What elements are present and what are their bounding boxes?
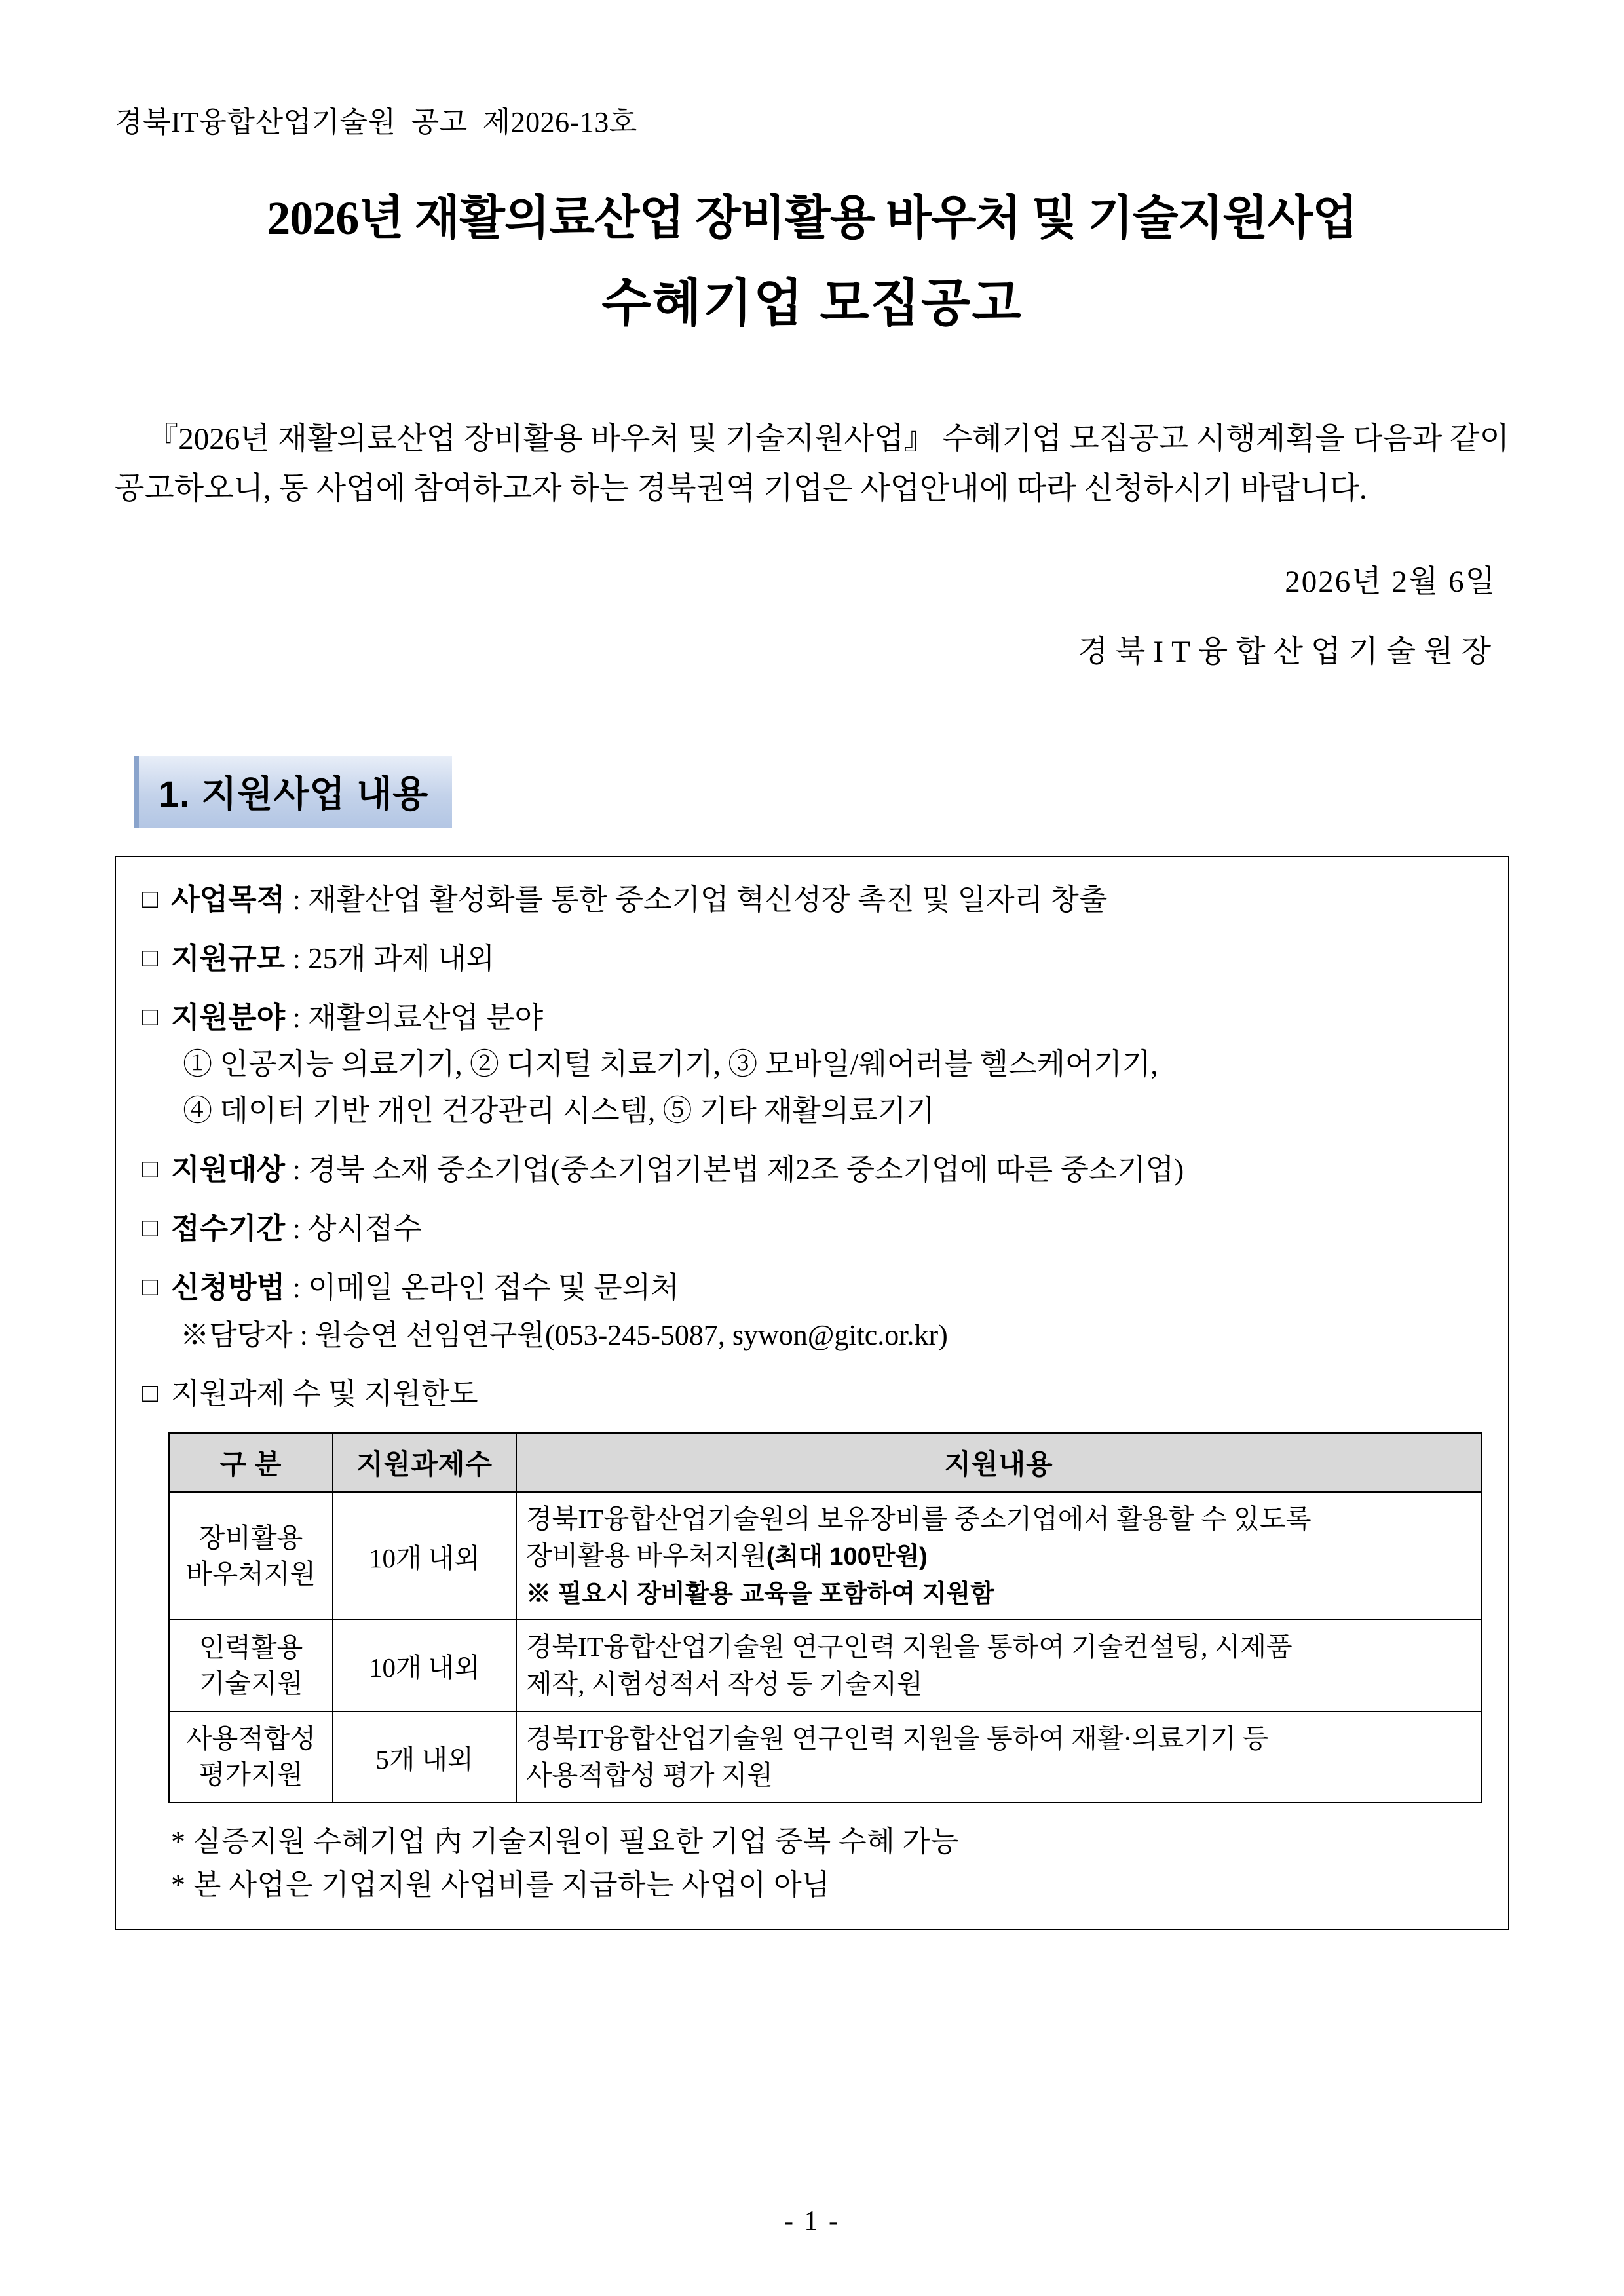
- intro-paragraph: 『2026년 재활의료산업 장비활용 바우처 및 기술지원사업』 수혜기업 모집공고 시행계획을 다음과 같이 공고하오니, 동 사업에 참여하고자 하는 경북권역 기업은 사업안내에 따라 신청하시기 바랍니다.: [115, 422, 1509, 507]
- footnote-item: * 본 사업은 기업지원 사업비를 지급하는 사업이 아님: [171, 1868, 831, 1901]
- list-item-value: : 25개 과제 내외: [285, 942, 495, 976]
- table-cell-description: [516, 1620, 1481, 1711]
- table-row: [169, 1620, 1481, 1711]
- list-item-value: : 상시접수: [285, 1212, 422, 1246]
- page-number: - 1 -: [784, 2206, 840, 2236]
- checkbox-icon: □: [142, 1002, 159, 1032]
- division-line-1: 장비활용: [198, 1522, 303, 1553]
- table-header-row: [169, 1433, 1481, 1492]
- page-title-line1: 2026년 재활의료산업 장비활용 바우처 및 기술지원사업: [267, 192, 1357, 244]
- list-item-label: 접수기간: [171, 1212, 286, 1246]
- checkbox-icon: □: [142, 884, 159, 914]
- list-item-value: : 이메일 온라인 접수 및 문의처: [285, 1271, 679, 1305]
- table-cell-count: 10개 내외: [333, 1492, 516, 1620]
- checkbox-icon: □: [142, 943, 159, 973]
- list-item-label: 지원규모: [171, 942, 286, 976]
- list-item-label: 신청방법: [171, 1271, 286, 1305]
- division-line-2: 바우처지원: [185, 1558, 316, 1589]
- list-item-text: [171, 938, 1482, 980]
- description-line-1: 경북IT융합산업기술원 연구인력 지원을 통하여 기술컨설팅, 시제품: [526, 1632, 1293, 1662]
- checkbox-icon: □: [142, 1272, 159, 1302]
- list-item-value: : 재활산업 활성화를 통한 중소기업 혁신성장 촉진 및 일자리 창출: [285, 883, 1108, 917]
- table-cell-count: 5개 내외: [333, 1712, 516, 1803]
- list-item-text: [171, 1208, 1482, 1250]
- list-item-label: 지원과제 수 및 지원한도: [171, 1377, 478, 1410]
- page-title-line2: 수혜기업 모집공고: [601, 274, 1023, 332]
- list-item-text: [171, 997, 1482, 1132]
- table-row: [169, 1492, 1481, 1620]
- support-table: [168, 1432, 1482, 1803]
- list-item-label: 사업목적: [171, 883, 286, 917]
- field-sub-line-1: ① 인공지능 의료기기, ② 디지털 치료기기, ③ 모바일/웨어러블 헬스케어기기,: [183, 1047, 1158, 1081]
- table-body: [169, 1492, 1481, 1803]
- document-number: 경북IT융합산업기술원 공고 제2026-13호: [115, 106, 637, 138]
- description-line-2-text: 장비활용 바우처지원: [526, 1540, 766, 1571]
- list-item: [142, 938, 1482, 980]
- checkbox-icon: □: [142, 1377, 159, 1407]
- title-block: [115, 180, 1509, 335]
- description-line-1: 경북IT융합산업기술원 연구인력 지원을 통하여 재활·의료기기 등: [526, 1723, 1269, 1753]
- list-item: [142, 879, 1482, 921]
- section-heading-1: 1. 지원사업 내용: [134, 756, 452, 828]
- announcement-date: 2026년 2월 6일: [1285, 565, 1496, 600]
- list-item: [142, 997, 1482, 1132]
- list-item: [142, 1267, 1482, 1356]
- table-header-division: 구 분: [169, 1433, 333, 1492]
- checkbox-icon: □: [142, 1213, 159, 1243]
- section1-content-box: [115, 856, 1509, 1930]
- list-item: [142, 1149, 1482, 1191]
- table-cell-division: [169, 1620, 333, 1711]
- description-line-2: 제작, 시험성적서 작성 등 기술지원: [526, 1668, 923, 1699]
- list-item-value: : 경북 소재 중소기업(중소기업기본법 제2조 중소기업에 따른 중소기업): [285, 1153, 1184, 1187]
- table-header: [169, 1433, 1481, 1492]
- table-header-description: 지원내용: [516, 1433, 1481, 1492]
- table-row: [169, 1712, 1481, 1803]
- division-line-1: 사용적합성: [185, 1723, 316, 1754]
- division-line-2: 기술지원: [198, 1668, 303, 1698]
- description-line-2: 사용적합성 평가 지원: [526, 1760, 773, 1791]
- checkbox-icon: □: [142, 1154, 159, 1184]
- table-header-count: 지원과제수: [333, 1433, 516, 1492]
- footnote-item: * 실증지원 수혜기업 內 기술지원이 필요한 기업 중복 수혜 가능: [171, 1825, 959, 1858]
- contact-note: ※담당자 : 원승연 선임연구원(053-245-5087, sywon@gitc.or.kr): [180, 1319, 948, 1352]
- list-item-text: [171, 879, 1482, 921]
- table-cell-description: [516, 1712, 1481, 1803]
- description-line-1: 경북IT융합산업기술원의 보유장비를 중소기업에서 활용할 수 있도록: [526, 1503, 1312, 1534]
- division-line-1: 인력활용: [198, 1632, 303, 1663]
- description-line-2: [526, 1537, 1471, 1575]
- description-note: ※ 필요시 장비활용 교육을 포함하여 지원함: [526, 1580, 994, 1608]
- footnotes: [171, 1820, 1482, 1907]
- issuing-organization: 경북IT융합산업기술원장: [1078, 635, 1499, 670]
- list-item-label: 지원분야: [171, 1001, 286, 1035]
- list-item: [142, 1208, 1482, 1250]
- field-sub-line-2: ④ 데이터 기반 개인 건강관리 시스템, ⑤ 기타 재활의료기기: [183, 1094, 935, 1128]
- list-item-text: [171, 1149, 1482, 1191]
- list-item: [142, 1373, 1482, 1415]
- list-item-label: 지원대상: [171, 1153, 286, 1187]
- table-cell-division: [169, 1712, 333, 1803]
- table-cell-division: [169, 1492, 333, 1620]
- list-item-text: [171, 1373, 1482, 1415]
- table-cell-count: 10개 내외: [333, 1620, 516, 1711]
- division-line-2: 평가지원: [198, 1759, 303, 1790]
- description-amount: (최대 100만원): [766, 1543, 928, 1571]
- list-item-value: : 재활의료산업 분야: [285, 1001, 544, 1035]
- table-cell-description: [516, 1492, 1481, 1620]
- list-item-text: [171, 1267, 1482, 1356]
